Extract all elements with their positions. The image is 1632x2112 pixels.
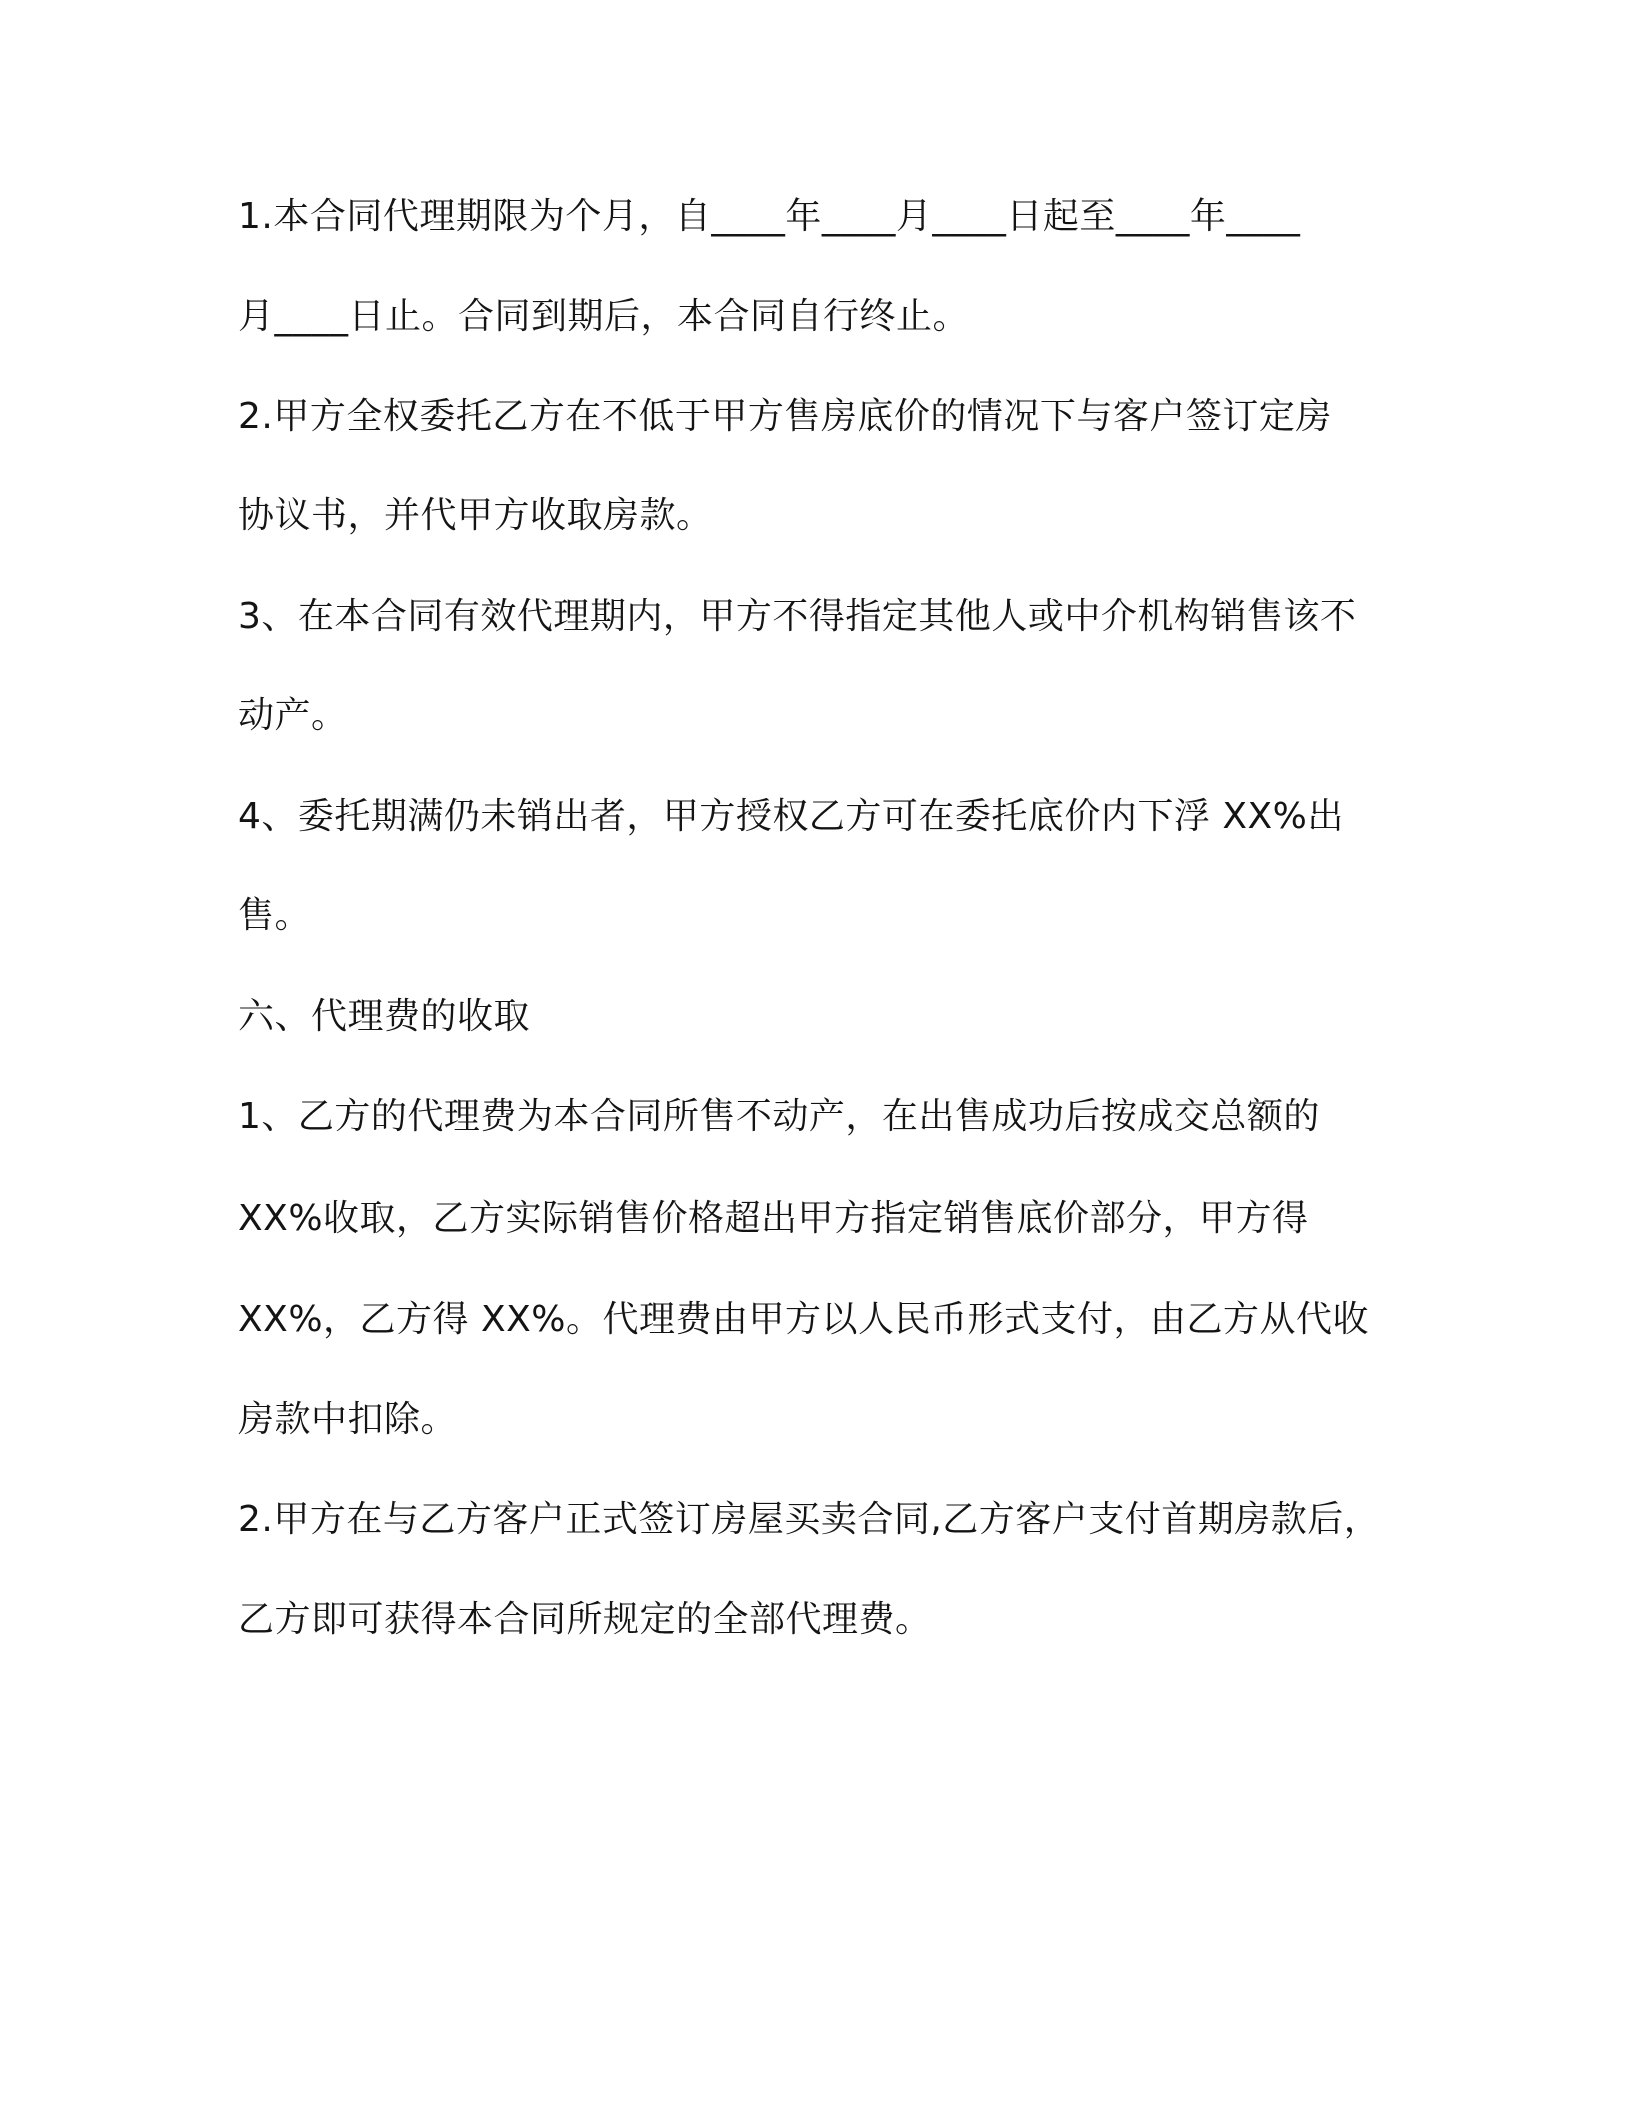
- fee-clause-2-line-2: 乙方即可获得本合同所规定的全部代理费。: [238, 1599, 932, 1640]
- clause-3-line-2: 动产。: [238, 695, 348, 736]
- section-heading: 六、代理费的收取: [238, 996, 531, 1037]
- clause-2-line-2: 协议书，并代甲方收取房款。: [238, 495, 713, 536]
- clause-3-line-1: 3、在本合同有效代理期内，甲方不得指定其他人或中介机构销售该不: [238, 596, 1357, 637]
- clause-1-line-1: 1.本合同代理期限为个月，自____年____月____日起至____年____: [238, 196, 1301, 237]
- clause-1-line-2: 月____日止。合同到期后，本合同自行终止。: [238, 296, 970, 337]
- fee-clause-1-line-3: XX%，乙方得 XX%。代理费由甲方以人民币形式支付，由乙方从代收: [238, 1299, 1370, 1340]
- clause-4-line-1: 4、委托期满仍未销出者，甲方授权乙方可在委托底价内下浮 XX%出: [238, 796, 1344, 837]
- clause-2-line-1: 2.甲方全权委托乙方在不低于甲方售房底价的情况下与客户签订定房: [238, 396, 1332, 437]
- clause-4-line-2: 售。: [238, 895, 312, 936]
- fee-clause-1-line-2: XX%收取，乙方实际销售价格超出甲方指定销售底价部分，甲方得: [238, 1198, 1309, 1239]
- fee-clause-1-line-4: 房款中扣除。: [238, 1399, 458, 1440]
- fee-clause-1-line-1: 1、乙方的代理费为本合同所售不动产，在出售成功后按成交总额的: [238, 1096, 1320, 1137]
- fee-clause-2-line-1: 2.甲方在与乙方客户正式签订房屋买卖合同,乙方客户支付首期房款后，: [238, 1499, 1381, 1540]
